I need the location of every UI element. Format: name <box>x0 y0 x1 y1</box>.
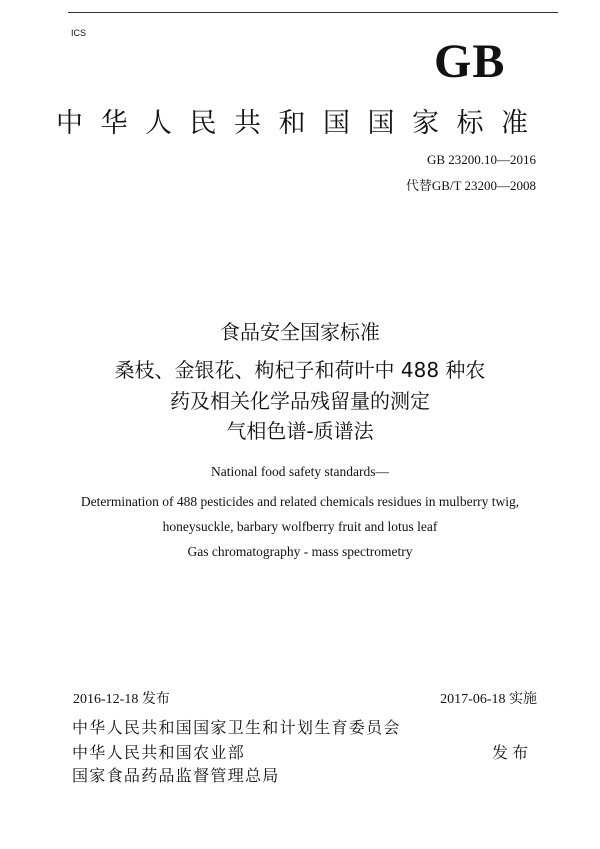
en-title-line1: National food safety standards— <box>210 464 390 479</box>
implementation-date: 2017-06-18 实施 <box>440 692 537 707</box>
cn-title-line2: 桑枝、金银花、枸杞子和荷叶中 488 种农 <box>114 358 486 382</box>
issue-date: 2016-12-18 发布 <box>73 692 170 707</box>
en-title-line2: Determination of 488 pesticides and related chemicals residues in mulberry twig, <box>80 494 520 509</box>
issuer-org-2: 中华人民共和国农业部 <box>72 743 246 762</box>
cn-title-line1: 食品安全国家标准 <box>220 320 380 344</box>
issue-label: 发布 <box>492 743 533 762</box>
en-title-line4: Gas chromatography - mass spectrometry <box>187 544 413 559</box>
issuer-org-3: 国家食品药品监督管理总局 <box>72 766 280 785</box>
gb-logo: GB <box>434 35 506 88</box>
en-title-line3: honeysuckle, barbary wolfberry fruit and lotus leaf <box>162 519 438 534</box>
issuer-org-1: 中华人民共和国国家卫生和计划生育委员会 <box>72 718 401 737</box>
top-rule <box>68 12 558 13</box>
replaces-standard: 代替GB/T 23200—2008 <box>405 178 536 193</box>
ics-label: ICS <box>71 28 87 38</box>
cn-title-line3: 药及相关化学品残留量的测定 <box>170 389 430 413</box>
cn-title-line4: 气相色谱-质谱法 <box>226 419 374 443</box>
national-standard-title: 中华人民共和国国家标准 <box>56 108 546 139</box>
standard-number: GB 23200.10—2016 <box>426 152 536 167</box>
